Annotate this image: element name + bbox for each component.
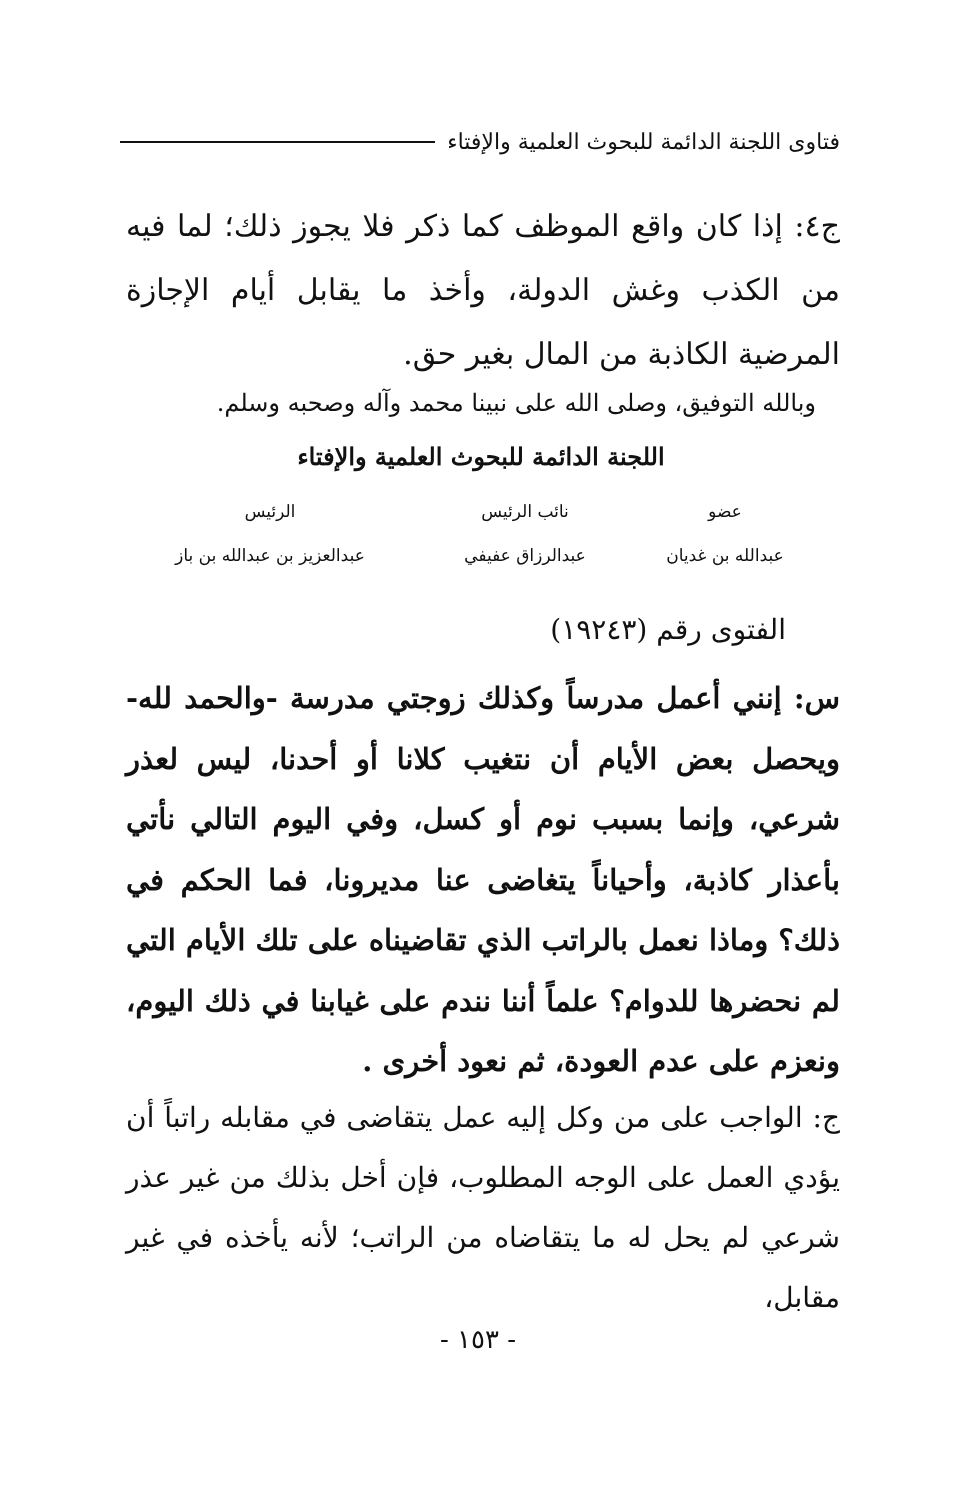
signatory-role: نائب الرئيس	[481, 502, 569, 522]
answer-paragraph: ج: الواجب على من وكل إليه عمل يتقاضى في مقابله راتباً أن يؤدي العمل على الوجه المطلوب، فإن أخل بذلك من غير عذر شرعي لم يحل له ما يتقاضاه من الراتب؛ لأنه يأخذه في غير مقابل،	[126, 1101, 840, 1314]
fatwa-number: الفتوى رقم (١٩٢٤٣)	[550, 613, 786, 646]
signatory-name: عبدالرزاق عفيفي	[464, 546, 586, 566]
signatory-member	[640, 495, 810, 573]
committee-title: اللجنة الدائمة للبحوث العلمية والإفتاء	[297, 442, 665, 471]
signatory-name: عبدالله بن غديان	[666, 546, 784, 566]
running-title: فتاوى اللجنة الدائمة للبحوث العلمية والإفتاء	[447, 129, 840, 155]
signatory-president	[160, 495, 380, 573]
closing-prayer: وبالله التوفيق، وصلى الله على نبينا محمد وآله وصحبه وسلم.	[216, 389, 816, 417]
answer-paragraph-4: ج٤: إذا كان واقع الموظف كما ذكر فلا يجوز ذلك؛ لما فيه من الكذب وغش الدولة، وأخذ ما يقابل أيام الإجازة المرضية الكاذبة من المال بغير حق.	[126, 209, 840, 372]
signatory-role: الرئيس	[244, 502, 296, 522]
header-rule	[120, 141, 435, 143]
page-number: - ١٥٣ -	[439, 1325, 517, 1355]
signatory-role: عضو	[708, 502, 742, 522]
question-paragraph: س: إنني أعمل مدرساً وكذلك زوجتي مدرسة -والحمد لله- ويحصل بعض الأيام أن نتغيب كلانا أو أحدنا، ليس لعذر شرعي، وإنما بسبب نوم أو كسل، وفي اليوم التالي نأتي بأعذار كاذبة، وأحياناً يتغاضى عنا مديرونا، فما الحكم في ذلك؟ وماذا نعمل بالراتب الذي تقاضيناه على تلك الأيام التي لم نحضرها للدوام؟ علماً أننا نندم على غيابنا في ذلك اليوم، ونعزم على عدم العودة، ثم نعود أخرى .	[126, 681, 840, 1078]
running-header	[120, 122, 840, 162]
signatory-name: عبدالعزيز بن عبدالله بن باز	[175, 546, 365, 566]
signatory-vice-president	[430, 495, 620, 573]
